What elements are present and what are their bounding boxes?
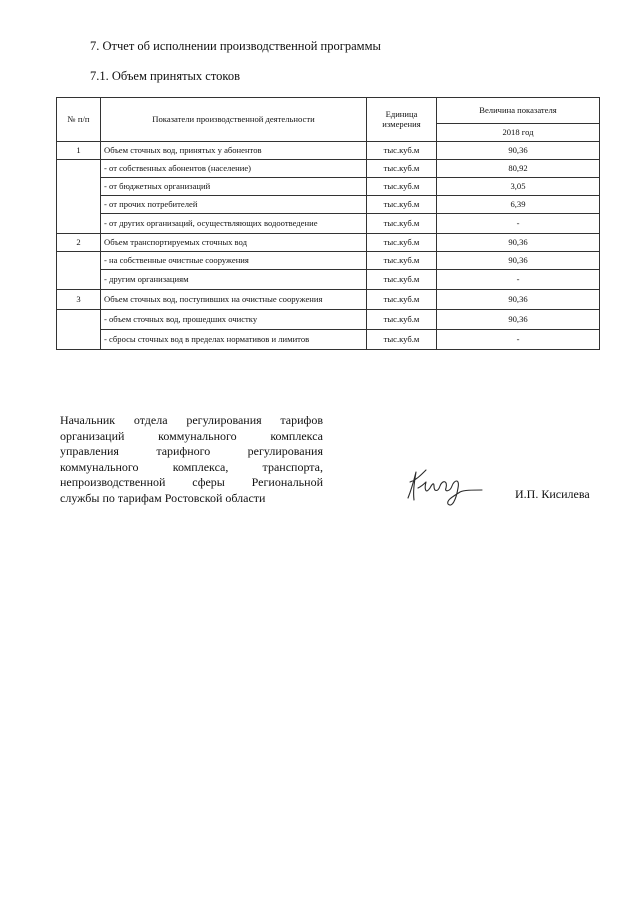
header-value: Величина показателя [437,98,600,124]
table-row [57,160,600,178]
position-line: коммунального комплекса, транспорта, [60,459,323,474]
row-num [57,310,101,350]
row-indicator: - от бюджетных организаций [101,178,367,196]
row-num: 3 [57,290,101,310]
row-num: 1 [57,142,101,160]
row-indicator: - объем сточных вод, прошедших очистку [101,310,367,330]
row-value: 3,05 [437,178,600,196]
row-value: - [437,270,600,290]
subsection-heading: 7.1. Объем принятых стоков [90,69,240,83]
row-unit: тыс.куб.м [367,160,437,178]
table-row [57,310,600,330]
table-row [57,290,600,310]
row-unit: тыс.куб.м [367,214,437,234]
row-value: 6,39 [437,196,600,214]
row-value: - [437,214,600,234]
table-row [57,142,600,160]
row-indicator: Объем сточных вод, поступивших на очистные сооружения [101,290,367,310]
row-value: 90,36 [437,310,600,330]
row-unit: тыс.куб.м [367,142,437,160]
row-indicator: - от собственных абонентов (население) [101,160,367,178]
row-unit: тыс.куб.м [367,252,437,270]
row-unit: тыс.куб.м [367,290,437,310]
header-num: № п/п [57,98,101,142]
position-line: службы по тарифам Ростовской области [60,490,266,505]
header-indicator: Показатели производственной деятельности [101,98,367,142]
position-line: организаций коммунального комплекса [60,428,323,443]
row-indicator: Объем сточных вод, принятых у абонентов [101,142,367,160]
row-unit: тыс.куб.м [367,270,437,290]
row-num: 2 [57,234,101,252]
position-line: управления тарифного регулирования [60,444,323,459]
row-num [57,160,101,234]
table-header-row [57,98,600,124]
position-line: Начальник отдела регулирования тарифов [60,413,323,427]
table-row [57,330,600,350]
row-value: 90,36 [437,290,600,310]
signatory-name: И.П. Кисилева [515,487,590,501]
handwritten-signature [404,458,484,510]
row-unit: тыс.куб.м [367,330,437,350]
row-indicator: - на собственные очистные сооружения [101,252,367,270]
row-indicator: - другим организациям [101,270,367,290]
header-year: 2018 год [437,124,600,142]
row-value: 80,92 [437,160,600,178]
table-row [57,270,600,290]
table-row [57,252,600,270]
row-indicator: Объем транспортируемых сточных вод [101,234,367,252]
report-table [56,97,600,350]
row-unit: тыс.куб.м [367,234,437,252]
row-value: 90,36 [437,234,600,252]
row-num [57,252,101,290]
table-row [57,178,600,196]
row-value: - [437,330,600,350]
row-unit: тыс.куб.м [367,310,437,330]
table-row [57,214,600,234]
row-indicator: - от прочих потребителей [101,196,367,214]
header-unit: Единица измерения [367,98,437,142]
row-value: 90,36 [437,252,600,270]
row-unit: тыс.куб.м [367,196,437,214]
section-heading: 7. Отчет об исполнении производственной программы [90,39,381,53]
row-indicator: - сбросы сточных вод в пределах нормативов и лимитов [101,330,367,350]
table-row [57,234,600,252]
row-value: 90,36 [437,142,600,160]
row-unit: тыс.куб.м [367,178,437,196]
position-line: непроизводственной сферы Региональной [60,475,323,490]
signatory-position [60,413,323,507]
row-indicator: - от других организаций, осуществляющих водоотведение [101,214,367,234]
table-row [57,196,600,214]
